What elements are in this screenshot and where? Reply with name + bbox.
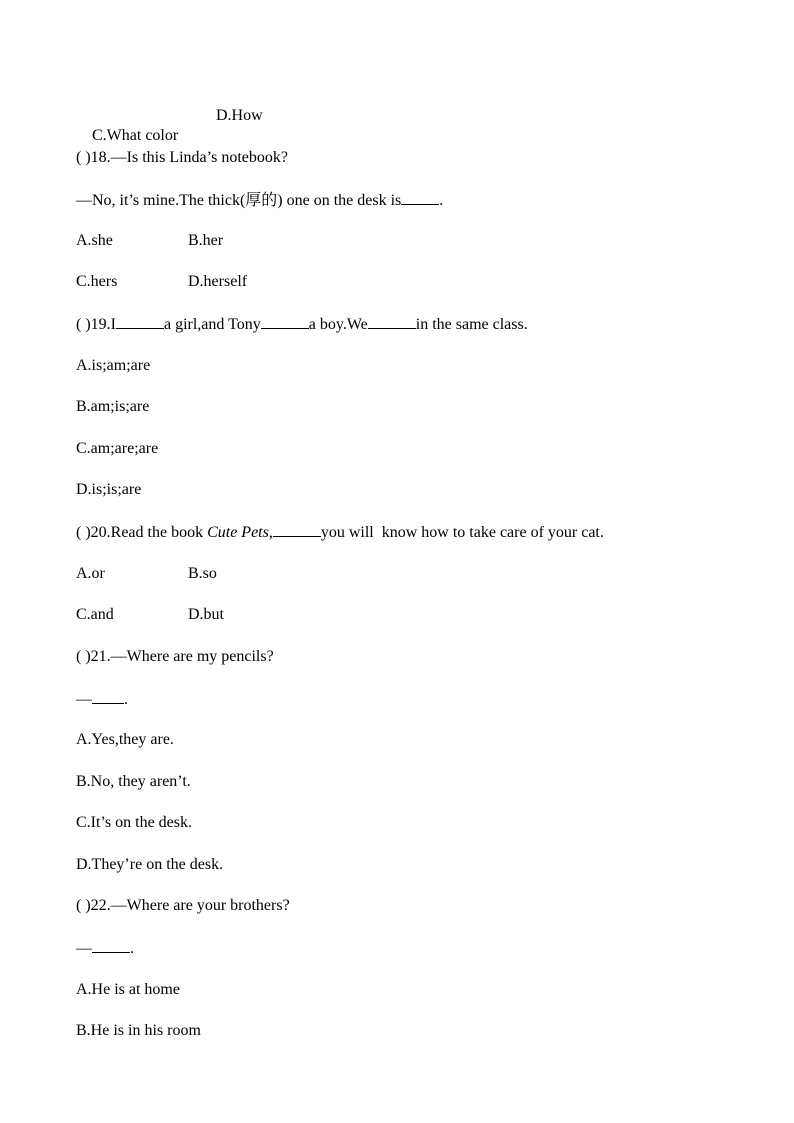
q21-option-a: A.Yes,they are. (76, 731, 174, 748)
option-c: C.hers (76, 273, 118, 290)
q18-stem: ( )18.—Is this Linda’s notebook? (76, 149, 288, 166)
option-c: C.What color (92, 127, 179, 144)
q22-option-a: A.He is at home (76, 981, 180, 998)
q21-response: — . (76, 691, 128, 708)
q19-option-b: B.am;is;are (76, 398, 150, 415)
q21-option-b: B.No, they aren’t. (76, 773, 191, 790)
option-c: C.and (76, 606, 114, 623)
option-d: D.but (188, 606, 224, 623)
answer-blank (92, 938, 130, 953)
q19-option-c: C.am;are;are (76, 440, 159, 457)
q21-option-d: D.They’re on the desk. (76, 856, 224, 873)
option-d: D.How (216, 107, 263, 124)
q18-options-cd (76, 272, 248, 292)
q18-response: —No, it’s mine.The thick(厚的) one on the desk is . (76, 192, 444, 209)
option-b: B.her (188, 232, 224, 249)
answer-blank (401, 190, 439, 205)
answer-blank (116, 314, 164, 329)
q20-options-ab (76, 564, 217, 584)
q19-option-d: D.is;is;are (76, 481, 142, 498)
q22-response: — . (76, 940, 134, 957)
q22-option-b: B.He is in his room (76, 1022, 201, 1039)
q20-stem: ( )20.Read the book Cute Pets, you will know how to take care of your cat. (76, 524, 604, 541)
q19-stem: ( )19.I a girl,and Tony a boy.We in the same class. (76, 316, 528, 333)
q20-options-cd (76, 605, 224, 625)
answer-blank (92, 689, 124, 704)
q19-option-a: A.is;am;are (76, 357, 151, 374)
option-b: B.so (188, 565, 217, 582)
answer-blank (273, 522, 321, 537)
answer-blank (261, 314, 309, 329)
book-title: Cute Pets (207, 524, 269, 541)
q21-stem: ( )21.—Where are my pencils? (76, 648, 274, 665)
answer-blank (368, 314, 416, 329)
option-a: A.she (76, 232, 113, 249)
option-d: D.herself (188, 273, 248, 290)
q22-stem: ( )22.—Where are your brothers? (76, 897, 290, 914)
q18-options-ab (76, 231, 224, 251)
q21-option-c: C.It’s on the desk. (76, 814, 192, 831)
option-a: A.or (76, 565, 105, 582)
